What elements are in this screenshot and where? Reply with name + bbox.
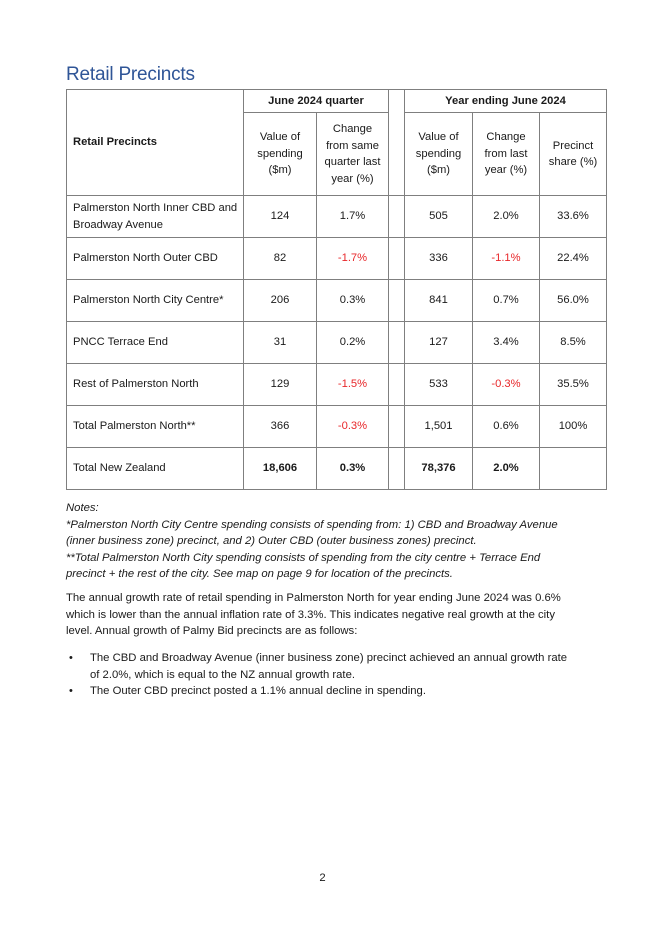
table-row [67, 406, 607, 448]
col-header-q-change: Change from same quarter last year (%) [317, 113, 389, 196]
page-number: 2 [319, 872, 326, 884]
q-value: 129 [244, 364, 317, 406]
q-value: 366 [244, 406, 317, 448]
bullet-line: The CBD and Broadway Avenue (inner business zone) precinct achieved an annual growth rate [90, 652, 568, 664]
bullet-line: The Outer CBD precinct posted a 1.1% annual decline in spending. [90, 685, 426, 698]
table-notes [66, 500, 586, 583]
q-change: 0.3% [317, 448, 389, 490]
notes-heading: Notes: [66, 502, 99, 514]
group-header-quarter: June 2024 quarter [244, 90, 389, 113]
growth-bullet-list [66, 650, 586, 700]
bullet-item [66, 650, 586, 683]
y-share: 56.0% [540, 280, 607, 322]
precinct-label: Palmerston North Inner CBD and Broadway Avenue [67, 196, 244, 238]
spacer-cell [389, 322, 405, 364]
row-header: Retail Precincts [67, 90, 244, 196]
q-change: -1.7% [317, 238, 389, 280]
y-change: -0.3% [473, 364, 540, 406]
col-header-y-value: Value of spending ($m) [405, 113, 473, 196]
y-value: 841 [405, 280, 473, 322]
q-value: 31 [244, 322, 317, 364]
y-value: 1,501 [405, 406, 473, 448]
retail-precincts-table [66, 89, 607, 490]
table-row [67, 448, 607, 490]
y-change: 3.4% [473, 322, 540, 364]
y-change: 0.7% [473, 280, 540, 322]
paragraph-line: level. Annual growth of Palmy Bid precincts are as follows: [66, 625, 358, 638]
q-value: 18,606 [244, 448, 317, 490]
y-change: 2.0% [473, 196, 540, 238]
precinct-label: Rest of Palmerston North [67, 364, 244, 406]
bullet-icon: • [69, 652, 73, 664]
summary-paragraph [66, 590, 586, 640]
y-share: 33.6% [540, 196, 607, 238]
table-row [67, 280, 607, 322]
paragraph-line: which is lower than the annual inflation rate of 3.3%. This indicates negative real growth at the city [66, 608, 555, 621]
y-value: 78,376 [405, 448, 473, 490]
spacer-cell [389, 364, 405, 406]
table-row [67, 364, 607, 406]
precinct-label: Palmerston North City Centre* [67, 280, 244, 322]
col-header-y-change: Change from last year (%) [473, 113, 540, 196]
note-line: **Total Palmerston North City spending consists of spending from the city centre + Terrace End [66, 551, 541, 564]
q-value: 124 [244, 196, 317, 238]
q-change: -1.5% [317, 364, 389, 406]
table-row [67, 196, 607, 238]
spacer-cell [389, 448, 405, 490]
precinct-label: PNCC Terrace End [67, 322, 244, 364]
bullet-item [66, 683, 586, 700]
y-change: -1.1% [473, 238, 540, 280]
y-value: 533 [405, 364, 473, 406]
y-share [540, 448, 607, 490]
y-change: 0.6% [473, 406, 540, 448]
note-line: (inner business zone) precinct, and 2) Outer CBD (outer business zones) precinct. [66, 535, 477, 548]
precinct-label: Total New Zealand [67, 448, 244, 490]
col-header-q-value: Value of spending ($m) [244, 113, 317, 196]
spacer-cell [389, 406, 405, 448]
y-share: 35.5% [540, 364, 607, 406]
q-value: 206 [244, 280, 317, 322]
spacer-cell [389, 280, 405, 322]
q-change: 1.7% [317, 196, 389, 238]
precinct-label: Palmerston North Outer CBD [67, 238, 244, 280]
paragraph-line: The annual growth rate of retail spending in Palmerston North for year ending June 2024 was 0.6% [66, 592, 561, 604]
table-row [67, 238, 607, 280]
bullet-icon: • [69, 685, 73, 698]
spacer-cell [389, 196, 405, 238]
q-change: 0.2% [317, 322, 389, 364]
y-value: 336 [405, 238, 473, 280]
y-change: 2.0% [473, 448, 540, 490]
q-change: 0.3% [317, 280, 389, 322]
section-title: Retail Precincts [66, 64, 195, 85]
note-line: precinct + the rest of the city. See map on page 9 for location of the precincts. [66, 568, 453, 581]
q-value: 82 [244, 238, 317, 280]
spacer-cell [389, 238, 405, 280]
y-value: 505 [405, 196, 473, 238]
spacer-column [389, 90, 405, 196]
col-header-y-share: Precinct share (%) [540, 113, 607, 196]
y-share: 8.5% [540, 322, 607, 364]
table-row [67, 322, 607, 364]
y-share: 22.4% [540, 238, 607, 280]
precinct-label: Total Palmerston North** [67, 406, 244, 448]
note-line: *Palmerston North City Centre spending consists of spending from: 1) CBD and Broadway Avenue [66, 518, 558, 531]
group-header-year: Year ending June 2024 [405, 90, 607, 113]
q-change: -0.3% [317, 406, 389, 448]
bullet-line: of 2.0%, which is equal to the NZ annual growth rate. [90, 668, 355, 681]
y-share: 100% [540, 406, 607, 448]
y-value: 127 [405, 322, 473, 364]
